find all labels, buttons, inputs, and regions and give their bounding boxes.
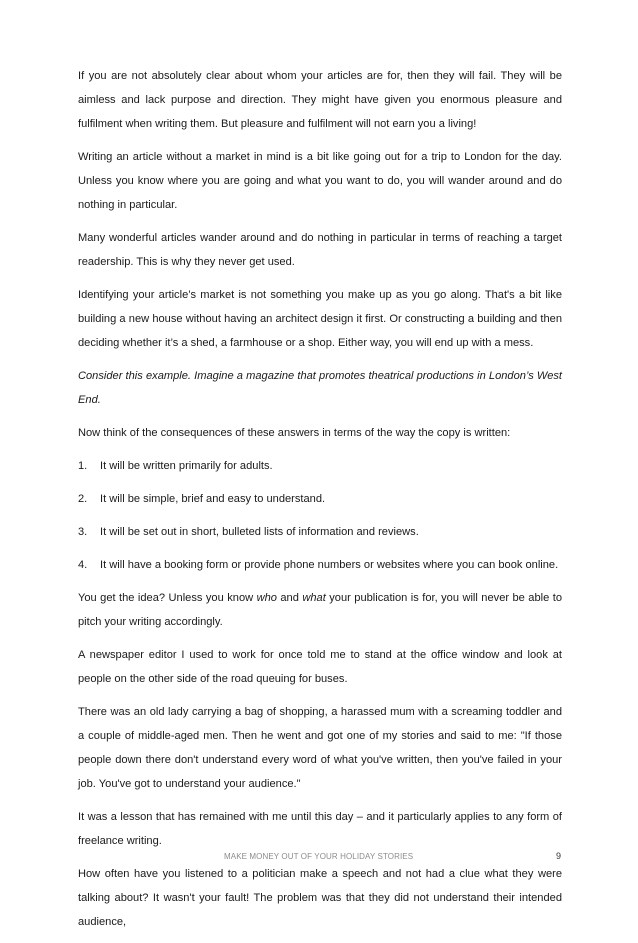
- paragraph-get-the-idea: [78, 586, 562, 634]
- list-text: It will be written primarily for adults.: [100, 460, 273, 472]
- page-number: 9: [556, 851, 562, 861]
- list-number: 1.: [78, 460, 88, 472]
- document-body: [78, 64, 562, 943]
- list-number: 2.: [78, 493, 88, 505]
- list-text: It will be simple, brief and easy to understand.: [100, 493, 326, 505]
- paragraph-example: Consider this example. Imagine a magazine that promotes theatrical productions in London’s West End.: [78, 370, 562, 406]
- list-item: [78, 454, 562, 478]
- list-item: [78, 487, 562, 511]
- paragraph-identifying-market: Identifying your article’s market is not something you make up as you go along. That's a bit like building a new house without having an architect design it first. Or constructing a building and then deciding whether it’s a shed, a farmhouse or a shop. Either way, you will end up with a mess.: [78, 289, 562, 349]
- list-number: 3.: [78, 526, 88, 538]
- list-text: It will have a booking form or provide phone numbers or websites where you can book online.: [100, 559, 559, 571]
- idea-text-middle: and: [276, 592, 303, 604]
- idea-text-before: You get the idea? Unless you know: [78, 592, 257, 604]
- idea-text-after: your publication is for, you will never be able to pitch your writing accordingly.: [78, 592, 562, 628]
- paragraph-newspaper-editor: A newspaper editor I used to work for once told me to stand at the office window and look at people on the other side of the road queuing for buses.: [78, 649, 562, 685]
- paragraph-wandering-articles: Many wonderful articles wander around and do nothing in particular in terms of reaching a target readership. This is why they never get used.: [78, 232, 562, 268]
- paragraph-london-trip: Writing an article without a market in mind is a bit like going out for a trip to London for the day. Unless you know where you are going and what you want to do, you will wander around and do nothing in particular.: [78, 151, 562, 211]
- paragraph-bus-queue: There was an old lady carrying a bag of shopping, a harassed mum with a screaming toddler and a couple of middle-aged men. Then he went and got one of my stories and said to me: "If those people down there don't understand every word of what you've written, then you've failed in your job. You've got to understand your audience.": [78, 706, 562, 790]
- list-item: [78, 520, 562, 544]
- list-number: 4.: [78, 559, 88, 571]
- footer-title: MAKE MONEY OUT OF YOUR HOLIDAY STORIES: [224, 852, 414, 861]
- idea-emphasis-what: what: [302, 592, 326, 604]
- paragraph-consequences-intro: Now think of the consequences of these answers in terms of the way the copy is written:: [78, 427, 511, 439]
- list-item: [78, 553, 562, 577]
- paragraph-politician: How often have you listened to a politician make a speech and not had a clue what they were talking about? It wasn't your fault! The problem was that they did not understand their intended audience,: [78, 868, 562, 928]
- paragraph-lesson: It was a lesson that has remained with me until this day – and it particularly applies to any form of freelance writing.: [78, 811, 562, 847]
- idea-emphasis-who: who: [256, 592, 277, 604]
- list-text: It will be set out in short, bulleted lists of information and reviews.: [100, 526, 419, 538]
- paragraph-audience-clarity: If you are not absolutely clear about whom your articles are for, then they will fail. They will be aimless and lack purpose and direction. They might have given you enormous pleasure and fulfilment when writing them. But pleasure and fulfilment will not earn you a living!: [78, 70, 562, 130]
